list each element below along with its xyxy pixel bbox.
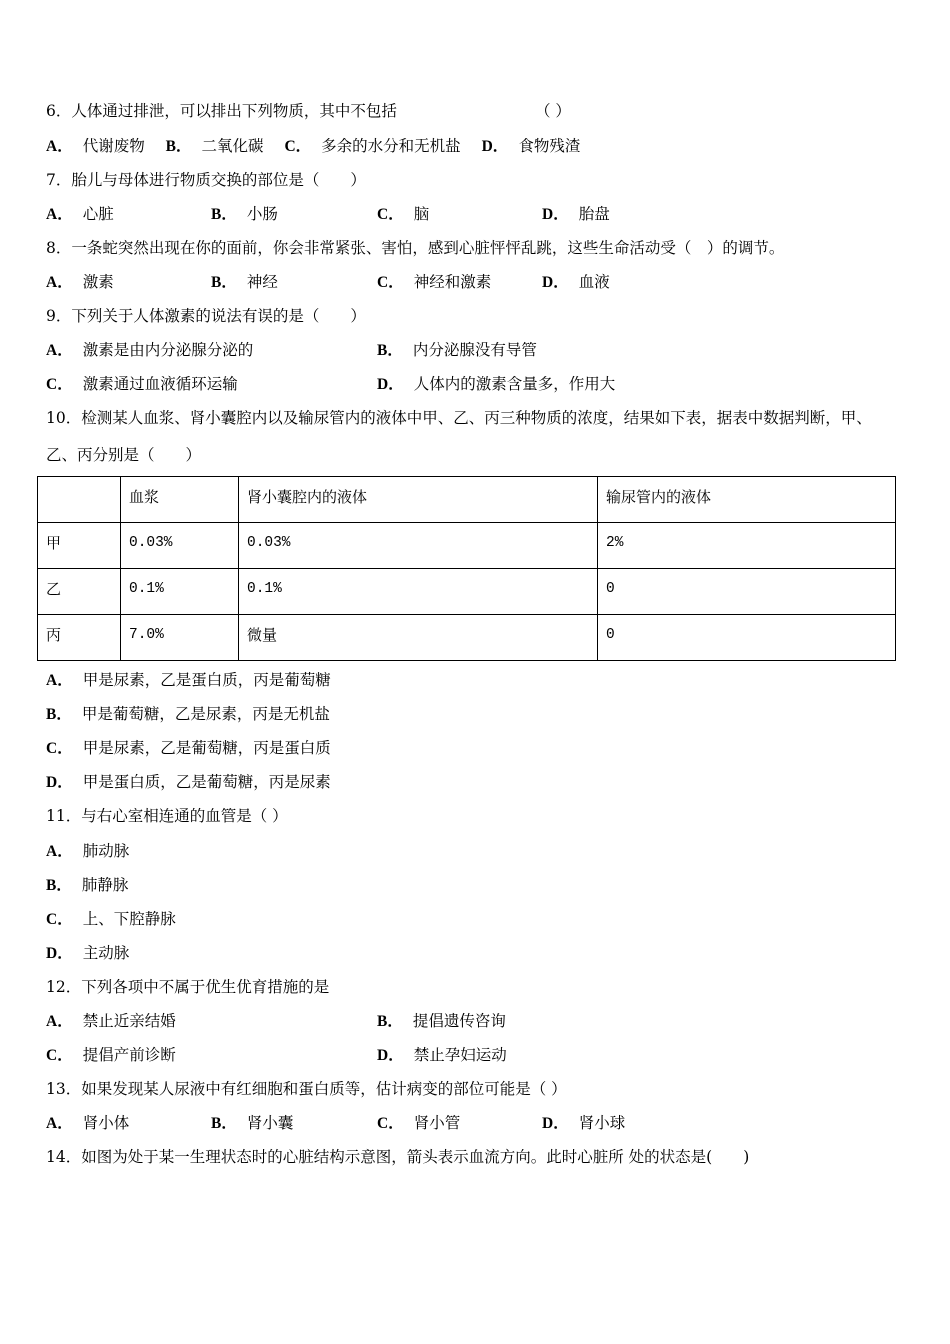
- q11-option-a[interactable]: A． 肺动脉: [46, 842, 130, 860]
- q10-stem-line1: 10．检测某人血浆、肾小囊腔内以及输尿管内的液体中甲、乙、丙三种物质的浓度，结果如下表，据表中数据判断，甲、: [46, 409, 872, 427]
- q8-option-c[interactable]: C． 神经和激素: [377, 273, 492, 291]
- q8-option-b[interactable]: B． 神经: [211, 273, 278, 291]
- table-cell: 0: [598, 615, 896, 661]
- q11-option-c[interactable]: C． 上、下腔静脉: [46, 910, 176, 928]
- table-cell: 0: [598, 569, 896, 615]
- table-cell: 微量: [239, 615, 598, 661]
- table-cell: 0.1%: [239, 569, 598, 615]
- table-cell: 乙: [38, 569, 121, 615]
- table-row: [38, 615, 896, 661]
- table-cell: 2%: [598, 523, 896, 569]
- q7-stem: 7．胎儿与母体进行物质交换的部位是（ ）: [46, 171, 366, 189]
- table-header-row: [38, 477, 896, 523]
- q7-option-c[interactable]: C． 脑: [377, 205, 430, 223]
- q11-option-d[interactable]: D． 主动脉: [46, 944, 130, 962]
- q12-option-c[interactable]: C． 提倡产前诊断: [46, 1046, 176, 1064]
- q13-option-b[interactable]: B． 肾小囊: [211, 1114, 294, 1132]
- q13-option-c[interactable]: C． 肾小管: [377, 1114, 461, 1132]
- table-row: [38, 569, 896, 615]
- q10-option-a[interactable]: A． 甲是尿素，乙是蛋白质，丙是葡萄糖: [46, 671, 331, 689]
- table-header-cell: [38, 477, 121, 523]
- q13-stem: 13．如果发现某人尿液中有红细胞和蛋白质等，估计病变的部位可能是（ ）: [46, 1080, 567, 1098]
- q10-option-c[interactable]: C． 甲是尿素，乙是葡萄糖，丙是蛋白质: [46, 739, 331, 757]
- q8-option-d[interactable]: D． 血液: [542, 273, 610, 291]
- q7-option-a[interactable]: A． 心脏: [46, 205, 114, 223]
- q8-option-a[interactable]: A． 激素: [46, 273, 114, 291]
- q12-option-a[interactable]: A． 禁止近亲结婚: [46, 1012, 176, 1030]
- q12-option-b[interactable]: B． 提倡遗传咨询: [377, 1012, 506, 1030]
- table-cell: 甲: [38, 523, 121, 569]
- table-cell: 0.03%: [239, 523, 598, 569]
- table-cell: 丙: [38, 615, 121, 661]
- q8-stem: 8．一条蛇突然出现在你的面前，你会非常紧张、害怕，感到心脏怦怦乱跳，这些生命活动受（ ）的调节。: [46, 239, 785, 257]
- table-row: [38, 523, 896, 569]
- q6-answer-paren: （ ）: [535, 102, 571, 120]
- q10-option-d[interactable]: D． 甲是蛋白质，乙是葡萄糖，丙是尿素: [46, 773, 331, 791]
- q10-stem-line2: 乙、丙分别是（ ）: [46, 446, 202, 464]
- table-header-cell: 肾小囊腔内的液体: [239, 477, 598, 523]
- q12-option-d[interactable]: D． 禁止孕妇运动: [377, 1046, 507, 1064]
- q11-stem: 11．与右心室相连通的血管是（ ）: [46, 807, 288, 825]
- table-header-cell: 血浆: [121, 477, 239, 523]
- q9-option-d[interactable]: D． 人体内的激素含量多，作用大: [377, 375, 616, 393]
- q9-stem: 9．下列关于人体激素的说法有误的是（ ）: [46, 307, 366, 325]
- q6-stem: 6．人体通过排泄，可以排出下列物质，其中不包括: [46, 102, 397, 120]
- table-cell: 0.1%: [121, 569, 239, 615]
- q9-option-a[interactable]: A． 激素是由内分泌腺分泌的: [46, 341, 254, 359]
- q10-option-b[interactable]: B． 甲是葡萄糖，乙是尿素，丙是无机盐: [46, 705, 330, 723]
- table-cell: 0.03%: [121, 523, 239, 569]
- q11-option-b[interactable]: B． 肺静脉: [46, 876, 129, 894]
- q7-option-b[interactable]: B． 小肠: [211, 205, 278, 223]
- q7-option-d[interactable]: D． 胎盘: [542, 205, 610, 223]
- q12-stem: 12．下列各项中不属于优生优育措施的是: [46, 978, 330, 996]
- q9-option-b[interactable]: B． 内分泌腺没有导管: [377, 341, 537, 359]
- q13-option-a[interactable]: A． 肾小体: [46, 1114, 130, 1132]
- q6-option-a[interactable]: A． 代谢废物 B． 二氧化碳 C． 多余的水分和无机盐 D． 食物残渣: [46, 137, 581, 155]
- table-header-cell: 输尿管内的液体: [598, 477, 896, 523]
- q14-stem: 14．如图为处于某一生理状态时的心脏结构示意图，箭头表示血流方向。此时心脏所 处的状态是( ): [46, 1148, 750, 1166]
- concentration-table: [37, 476, 896, 661]
- q9-option-c[interactable]: C． 激素通过血液循环运输: [46, 375, 238, 393]
- table-cell: 7.0%: [121, 615, 239, 661]
- q13-option-d[interactable]: D． 肾小球: [542, 1114, 626, 1132]
